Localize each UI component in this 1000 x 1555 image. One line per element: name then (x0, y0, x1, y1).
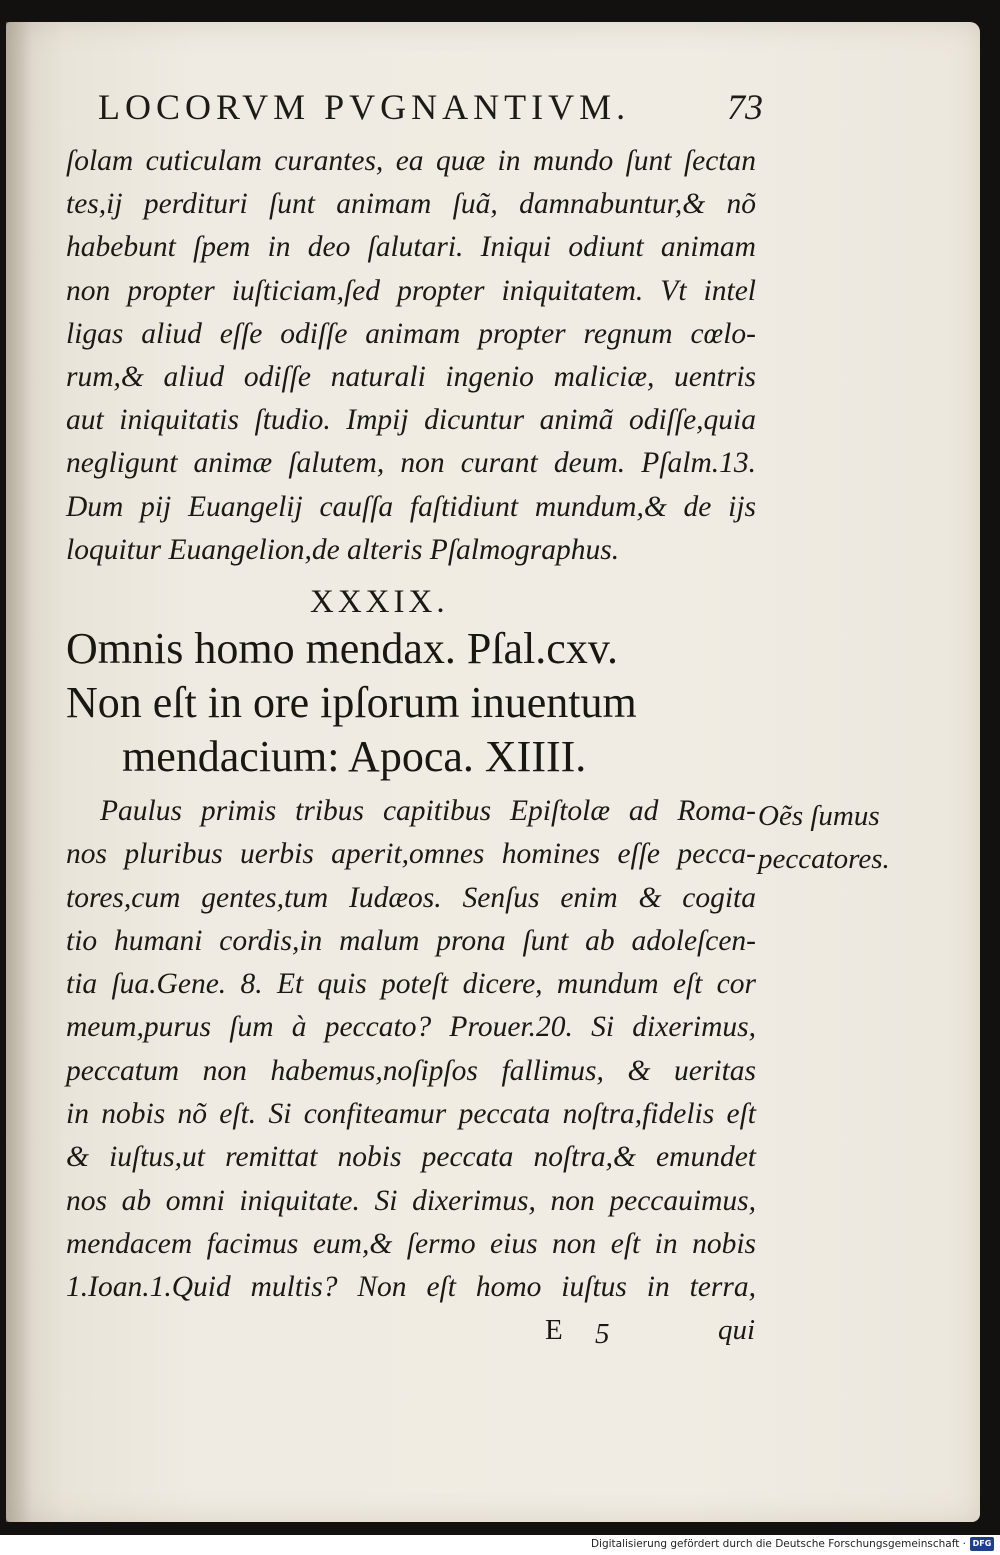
catchline (545, 1314, 755, 1354)
page-gutter-shadow (6, 22, 32, 1522)
body-text-bottom (66, 790, 756, 1310)
marginal-note (758, 795, 918, 881)
footer-bar (0, 1535, 1000, 1555)
text-line: loquitur Euangelion,de alteris Pſalmographus. (66, 533, 620, 566)
text-line: habebunt ſpem in deo ſalutari. Iniqui odiunt animam (66, 231, 756, 264)
page-number: 73 (727, 87, 763, 127)
catchword: qui (717, 1314, 755, 1346)
text-line: Paulus primis tribus capitibus Epiſtolæ ad Roma- (100, 795, 756, 827)
funding-credit: Digitalisierung gefördert durch die Deutsche Forschungsgemeinschaft · (590, 1538, 966, 1550)
heading-line: Omnis homo mendax. Pſal.cxv. (66, 624, 618, 673)
text-line: tio humani cordis,in malum prona ſunt ab adoleſcen- (66, 924, 756, 957)
text-line: negligunt animæ ſalutem, non curant deum. Pſalm.13. (66, 447, 756, 480)
text-line: ſolam cuticulam curantes, ea quæ in mundo ſunt ſectan (66, 145, 756, 177)
body-text-top (66, 140, 756, 572)
text-line: in nobis nõ eſt. Si confiteamur peccata noſtra,fidelis eſt (66, 1098, 756, 1131)
heading-line: mendacium: Apoca. XIIII. (122, 732, 587, 781)
section-number: XXXIX. (310, 584, 449, 620)
running-head (98, 86, 763, 136)
heading-line: Non eſt in ore ipſorum inuentum (66, 678, 637, 727)
text-line: meum,purus ſum à peccato? Prouer.20. Si dixerimus, (66, 1011, 756, 1044)
running-head-title: LOCORVM PVGNANTIVM. (98, 87, 631, 127)
text-line: tia ſua.Gene. 8. Et quis poteſt dicere, mundum eſt cor (66, 968, 756, 1001)
marginal-note-line: Oẽs ſumus (758, 800, 880, 832)
marginal-note-line: peccatores. (758, 843, 890, 875)
text-line: non propter iuſticiam,ſed propter iniquitatem. Vt intel (66, 274, 756, 307)
text-line: tores,cum gentes,tum Iudæos. Senſus enim & cogita (66, 881, 756, 914)
text-line: 1.Ioan.1.Quid multis? Non eſt homo iuſtus in terra, (66, 1271, 756, 1304)
text-line: Dum pij Euangelij cauſſa faſtidiunt mundum,& de ijs (66, 490, 756, 523)
dfg-logo-icon: DFG (970, 1537, 994, 1551)
text-line: mendacem facimus eum,& ſermo eius non eſt in nobis (66, 1227, 756, 1260)
text-line: ligas aliud eſſe odiſſe animam propter regnum cœlo- (66, 317, 756, 350)
text-line: rum,& aliud odiſſe naturali ingenio maliciæ, uentris (66, 361, 756, 394)
text-line: peccatum non habemus,noſipſos fallimus, & ueritas (66, 1054, 756, 1087)
signature-mark: E (545, 1314, 563, 1346)
text-line: nos ab omni iniquitate. Si dixerimus, non peccauimus, (66, 1184, 756, 1217)
signature-number: 5 (595, 1318, 610, 1350)
section-heading (66, 622, 756, 784)
text-line: nos pluribus uerbis aperit,omnes homines eſſe pecca- (66, 838, 756, 871)
text-line: tes,ij perdituri ſunt animam ſuã, damnabuntur,& nõ (66, 188, 756, 221)
text-line: & iuſtus,ut remittat nobis peccata noſtra,& emundet (66, 1141, 756, 1174)
text-line: aut iniquitatis ſtudio. Impij dicuntur animã odiſſe,quia (66, 404, 756, 437)
